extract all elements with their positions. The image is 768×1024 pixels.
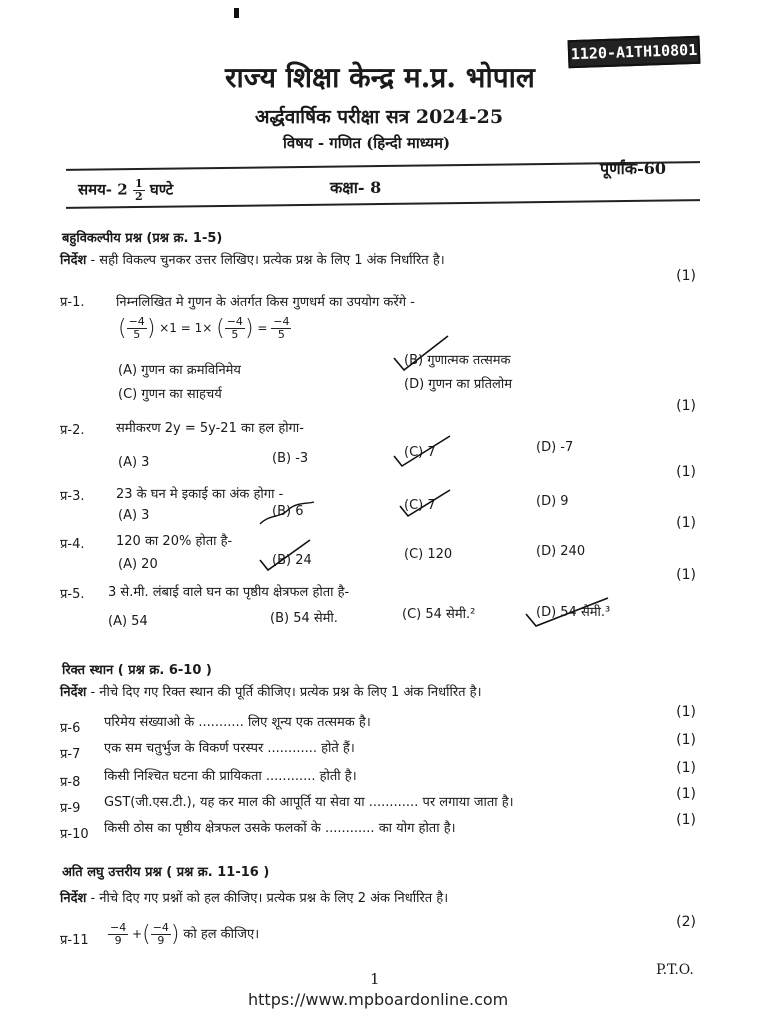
paper-code-badge: 1120-A1TH10801 (568, 36, 701, 69)
source-url[interactable]: https://www.mpboardonline.com (248, 990, 509, 1009)
instruction-text: - नीचे दिए गए प्रश्नों को हल कीजिए। प्रत्येक प्रश्न के लिए 2 अंक निर्धारित है। (90, 891, 449, 906)
q5-text: 3 से.मी. लंबाई वाले घन का पृष्ठीय क्षेत्रफल होता है- (108, 585, 350, 600)
q1-option-d: (D) गुणन का प्रतिलोम (404, 377, 512, 392)
q9-text: GST(जी.एस.टी.), यह कर माल की आपूर्ति या सेवा या ............ पर लगाया जाता है। (104, 795, 514, 810)
short-instruction (60, 888, 448, 906)
q1-option-b: (B) गुणात्मक तत्समक (404, 353, 511, 368)
exam-title: अर्द्धवार्षिक परीक्षा सत्र 2024-25 (255, 106, 504, 128)
q1-option-a: (A) गुणन का क्रमविनिमेय (118, 363, 241, 378)
q2-option-a: (A) 3 (118, 455, 150, 470)
q3-scribble (258, 500, 318, 530)
q6-number: प्र-6 (60, 721, 81, 736)
q5-number: प्र-5. (60, 587, 85, 602)
q11-number: प्र-11 (60, 933, 89, 948)
time-unit: घण्टे (149, 180, 174, 199)
q1-expression: ( $\frac{-4}{5}$ ) ×1 = 1× ( $\frac{-4}{5}$ ) = $\frac{-4}{5}$ (118, 315, 290, 341)
short-heading: अति लघु उत्तरीय प्रश्न ( प्रश्न क्र. 11-16 ) (62, 865, 270, 880)
q10-text: किसी ठोस का पृष्ठीय क्षेत्रफल उसके फलकों के ............ का योग होता है। (104, 821, 456, 836)
time-allowed (78, 178, 173, 203)
instruction-label: निर्देश (60, 891, 87, 906)
time-label: समय- 2 (78, 180, 128, 199)
q2-option-b: (B) -3 (272, 451, 309, 466)
q1-option-c: (C) गुणन का साहचर्य (118, 387, 222, 402)
instruction-label: निर्देश (60, 685, 87, 700)
q1-tick-mark (388, 330, 458, 380)
q1-number: प्र-1. (60, 295, 85, 310)
q4-option-a: (A) 20 (118, 557, 158, 572)
q2-marks: (1) (676, 398, 696, 414)
q5-marks: (1) (676, 567, 696, 583)
instruction-label: निर्देश (60, 253, 87, 268)
q5-option-b: (B) 54 सेमी. (270, 611, 338, 626)
org-title: राज्य शिक्षा केन्द्र म.प्र. भोपाल (225, 61, 535, 94)
pto-label: P.T.O. (656, 962, 694, 978)
q2-option-c: (C) 7 (404, 445, 436, 460)
q5-option-d: (D) 54 सेमी.³ (536, 605, 611, 620)
fill-heading: रिक्त स्थान ( प्रश्न क्र. 6-10 ) (62, 663, 212, 678)
max-marks: पूर्णांक-60 (600, 159, 666, 178)
q2-tick-mark (390, 432, 460, 472)
q6-marks: (1) (676, 704, 696, 720)
q3-tick-mark (396, 488, 456, 522)
q4-number: प्र-4. (60, 537, 85, 552)
fill-instruction (60, 682, 482, 700)
q5-option-c: (C) 54 सेमी.² (402, 607, 476, 622)
q4-marks: (1) (676, 515, 696, 531)
q11-expression: $\frac{-4}{9}$ +( $\frac{-4}{9}$ ) को हल कीजिए। (110, 921, 260, 947)
q3-number: प्र-3. (60, 489, 85, 504)
q4-text: 120 का 20% होता है- (116, 534, 233, 549)
q1-text: निम्नलिखित मे गुणन के अंतर्गत किस गुणधर्म का उपयोग करेंगे - (116, 295, 415, 310)
q10-number: प्र-10 (60, 827, 89, 842)
q11-text: को हल कीजिए। (183, 927, 260, 942)
q7-text: एक सम चतुर्भुज के विकर्ण परस्पर ............ होते हैं। (104, 741, 355, 756)
q3-option-a: (A) 3 (118, 508, 150, 523)
q8-text: किसी निश्चित घटना की प्रायिकता ............ होती है। (104, 769, 357, 784)
mcq-heading: बहुविकल्पीय प्रश्न (प्रश्न क्र. 1-5) (62, 231, 223, 246)
q3-option-c: (C) 7 (404, 498, 436, 513)
subject-title: विषय - गणित (हिन्दी माध्यम) (283, 134, 451, 152)
q6-text: परिमेय संख्याओ के ........... लिए शून्य एक तत्समक है। (104, 715, 371, 730)
instruction-text: - नीचे दिए गए रिक्त स्थान की पूर्ति कीजिए। प्रत्येक प्रश्न के लिए 1 अंक निर्धारित है। (90, 685, 482, 700)
q2-text: समीकरण 2y = 5y-21 का हल होगा- (116, 421, 304, 436)
q3-option-d: (D) 9 (536, 494, 569, 509)
q5-tick-mark (522, 596, 612, 630)
q4-option-c: (C) 120 (404, 547, 453, 562)
q10-marks: (1) (676, 812, 696, 828)
q5-option-a: (A) 54 (108, 614, 148, 629)
q7-number: प्र-7 (60, 747, 81, 762)
q3-option-b: (B) 6 (272, 504, 304, 519)
q9-number: प्र-9 (60, 801, 81, 816)
q9-marks: (1) (676, 786, 696, 802)
q11-marks: (2) (676, 914, 696, 930)
ink-dot (234, 8, 239, 18)
q2-number: प्र-2. (60, 423, 85, 438)
q1-marks: (1) (676, 268, 696, 284)
class-label: कक्षा- 8 (330, 178, 382, 197)
mcq-instruction (60, 250, 445, 268)
q7-marks: (1) (676, 732, 696, 748)
q3-text: 23 के घन मे इकाई का अंक होगा - (116, 487, 284, 502)
q8-number: प्र-8 (60, 775, 81, 790)
q4-option-d: (D) 240 (536, 544, 586, 559)
page-number: 1 (370, 970, 380, 988)
q2-option-d: (D) -7 (536, 440, 574, 455)
time-fraction: $\frac{1}{2}$ (134, 177, 143, 203)
q4-option-b: (B) 24 (272, 553, 312, 568)
q3-marks: (1) (676, 464, 696, 480)
q4-tick-mark (256, 538, 316, 574)
instruction-text: - सही विकल्प चुनकर उत्तर लिखिए। प्रत्येक प्रश्न के लिए 1 अंक निर्धारित है। (90, 253, 445, 268)
q8-marks: (1) (676, 760, 696, 776)
